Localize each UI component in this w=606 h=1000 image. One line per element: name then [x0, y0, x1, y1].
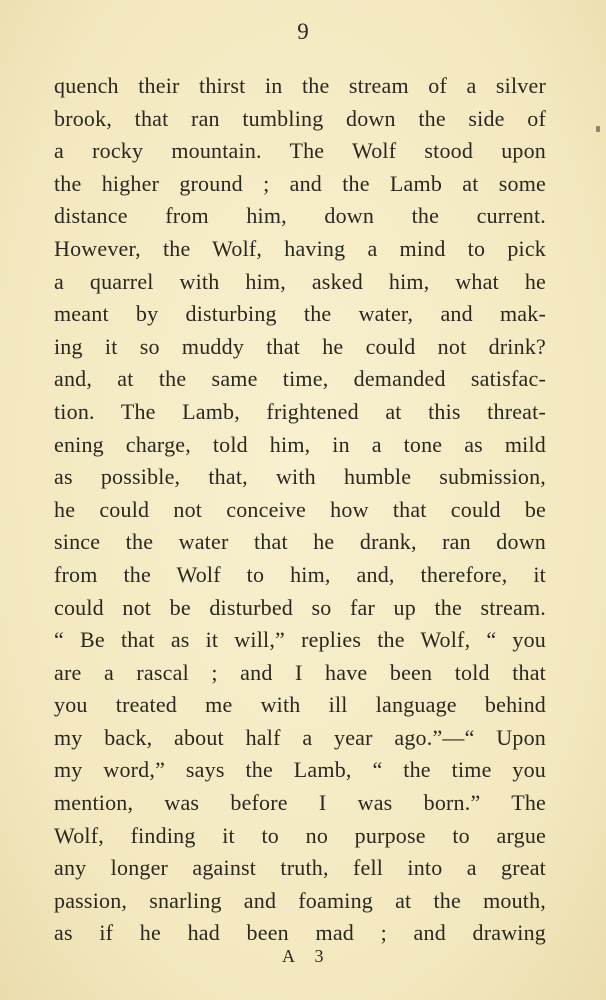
text-line: since the water that he drank, ran down [54, 529, 546, 555]
text-line: ing it so muddy that he could not drink? [54, 333, 546, 359]
text-line: my back, about half a year ago.”—“ Upon [54, 724, 546, 750]
text-line: Wolf, finding it to no purpose to argue [54, 822, 546, 848]
text-line: meant by disturbing the water, and mak- [54, 301, 546, 327]
text-line: a rocky mountain. The Wolf stood upon [54, 138, 546, 164]
signature-mark: A 3 [282, 946, 332, 966]
text-line: mention, was before I was born.” The [54, 790, 546, 816]
text-line: my word,” says the Lamb, “ the time you [54, 757, 546, 783]
text-line: tion. The Lamb, frightened at this threat- [54, 398, 546, 424]
text-line: and, at the same time, demanded satisfac- [54, 366, 546, 392]
text-line: from the Wolf to him, and, therefore, it [54, 561, 546, 587]
page-edge-mark [596, 126, 600, 132]
text-line: brook, that ran tumbling down the side of [54, 105, 546, 131]
text-line: ening charge, told him, in a tone as mild [54, 431, 546, 457]
page-number: 9 [297, 19, 309, 44]
text-line: However, the Wolf, having a mind to pick [54, 235, 546, 261]
text-line: any longer against truth, fell into a great [54, 855, 546, 881]
page-body-text [54, 70, 546, 950]
text-line: are a rascal ; and I have been told that [54, 659, 546, 685]
text-line: you treated me with ill language behind [54, 692, 546, 718]
text-line: distance from him, down the current. [54, 203, 546, 229]
text-line: passion, snarling and foaming at the mouth, [54, 887, 546, 913]
text-line: as possible, that, with humble submission, [54, 464, 546, 490]
text-line: he could not conceive how that could be [54, 496, 546, 522]
text-line: the higher ground ; and the Lamb at some [54, 170, 546, 196]
text-line: as if he had been mad ; and drawing [54, 920, 546, 946]
text-line: could not be disturbed so far up the stream. [54, 594, 546, 620]
text-line: a quarrel with him, asked him, what he [54, 268, 546, 294]
text-line: “ Be that as it will,” replies the Wolf, “ you [54, 627, 546, 653]
text-line: quench their thirst in the stream of a silver [54, 73, 546, 98]
